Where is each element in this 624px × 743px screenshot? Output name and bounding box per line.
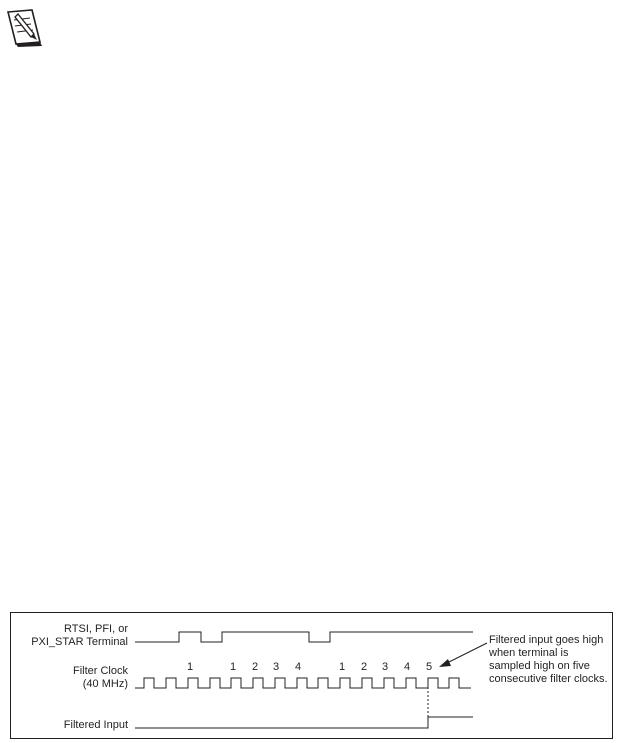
- callout-text: Filtered input goes high when terminal is sampled high on five consecutive filter clocks.: [489, 634, 608, 685]
- count-label-1b: 1: [229, 661, 237, 673]
- filter-clock-waveform: [135, 678, 471, 688]
- note-pencil-icon: [4, 6, 44, 48]
- callout-arrowhead: [439, 659, 451, 667]
- count-label-3c: 3: [381, 661, 389, 673]
- filter-clock-label-line2: (40 MHz): [82, 678, 128, 690]
- terminal-waveform: [135, 632, 473, 642]
- count-label-2c: 2: [360, 661, 368, 673]
- count-label-1c: 1: [338, 661, 346, 673]
- callout-arrow-line: [445, 643, 487, 664]
- count-label-4c: 4: [403, 661, 411, 673]
- filtered-input-waveform: [135, 717, 473, 728]
- count-label-5c: 5: [425, 661, 433, 673]
- terminal-label-line2: PXI_STAR Terminal: [31, 636, 128, 648]
- terminal-label-line1: RTSI, PFI, or: [64, 623, 128, 635]
- clock-count-labels: [187, 661, 432, 673]
- filter-timing-diagram: [10, 612, 613, 739]
- count-label-2b: 2: [251, 661, 259, 673]
- filtered-input-label: Filtered Input: [63, 719, 128, 731]
- count-label-4b: 4: [294, 661, 302, 673]
- filter-clock-label-line1: Filter Clock: [72, 665, 128, 677]
- count-label-1a: 1: [186, 661, 194, 673]
- count-label-3b: 3: [272, 661, 280, 673]
